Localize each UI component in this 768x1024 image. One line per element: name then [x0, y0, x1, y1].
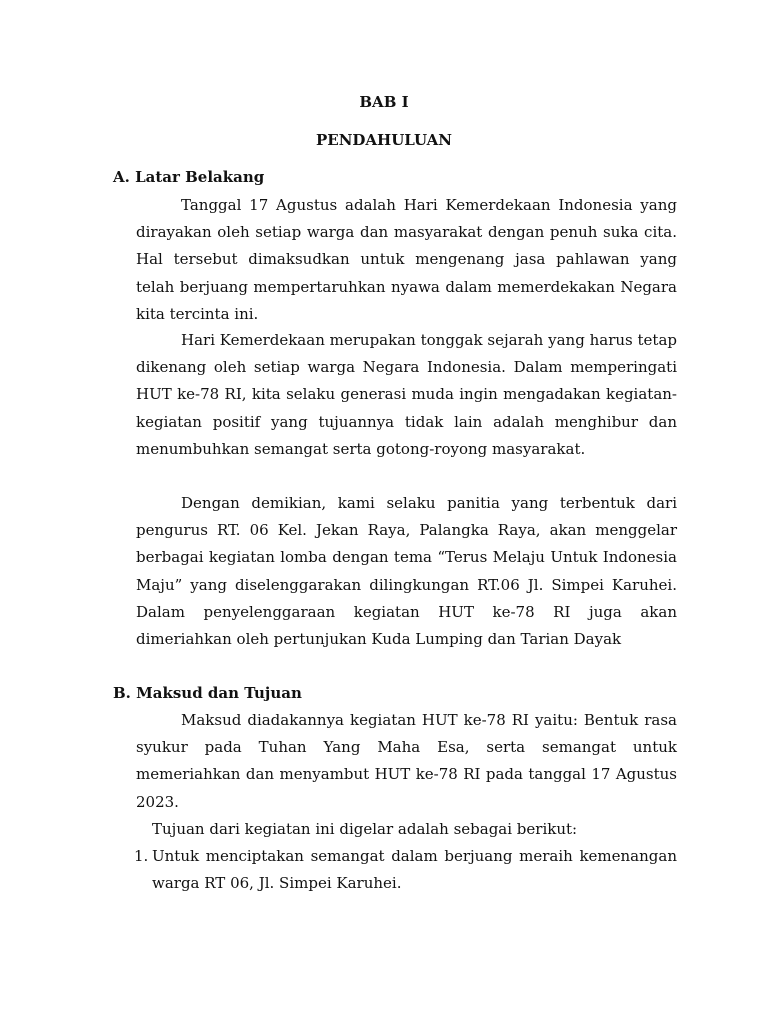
chapter-number: BAB I — [359, 93, 409, 111]
paragraph: Dengan demikian, kami selaku panitia yang terbentuk dari pengurus RT. 06 Kel. Jekan Raya, Palangka Raya, akan menggelar berbagai kegiatan lomba dengan tema “Terus Melaju Untuk Indonesia Maju” yang diselenggarakan dilingkungan RT.06 Jl. Simpei Karuhei. Dalam penyelenggaraan kegiatan HUT ke-78 RI juga akan dimeriahkan oleh pertunjukan Kuda Lumping dan Tarian Dayak — [136, 494, 677, 649]
paragraph: Maksud diadakannya kegiatan HUT ke-78 RI yaitu: Bentuk rasa syukur pada Tuhan Yang Maha Esa, serta semangat untuk memeriahkan dan menyambut HUT ke-78 RI pada tanggal 17 Agustus 2023. — [136, 711, 677, 811]
goals-intro: Tujuan dari kegiatan ini digelar adalah sebagai berikut: — [152, 820, 578, 838]
list-item — [134, 843, 677, 897]
section-heading-maksud-tujuan: B. Maksud dan Tujuan — [113, 684, 302, 702]
list-item-number: 1. — [134, 847, 149, 865]
paragraph: Tanggal 17 Agustus adalah Hari Kemerdekaan Indonesia yang dirayakan oleh setiap warga dan masyarakat dengan penuh suka cita. Hal tersebut dimaksudkan untuk mengenang jasa pahlawan yang telah berjuang mempertaruhkan nyawa dalam memerdekakan Negara kita tercinta ini. — [136, 196, 677, 323]
list-item-text: Untuk menciptakan semangat dalam berjuang meraih kemenangan warga RT 06, Jl. Simpei Karuhei. — [152, 847, 677, 893]
paragraph: Hari Kemerdekaan merupakan tonggak sejarah yang harus tetap dikenang oleh setiap warga Negara Indonesia. Dalam memperingati HUT ke-78 RI, kita selaku generasi muda ingin mengadakan kegiatan-kegiatan positif yang tujuannya tidak lain adalah menghibur dan menumbuhkan semangat serta gotong-royong masyarakat. — [136, 331, 677, 458]
chapter-title: PENDAHULUAN — [315, 131, 453, 149]
section-heading-latar-belakang: A. Latar Belakang — [113, 168, 265, 186]
